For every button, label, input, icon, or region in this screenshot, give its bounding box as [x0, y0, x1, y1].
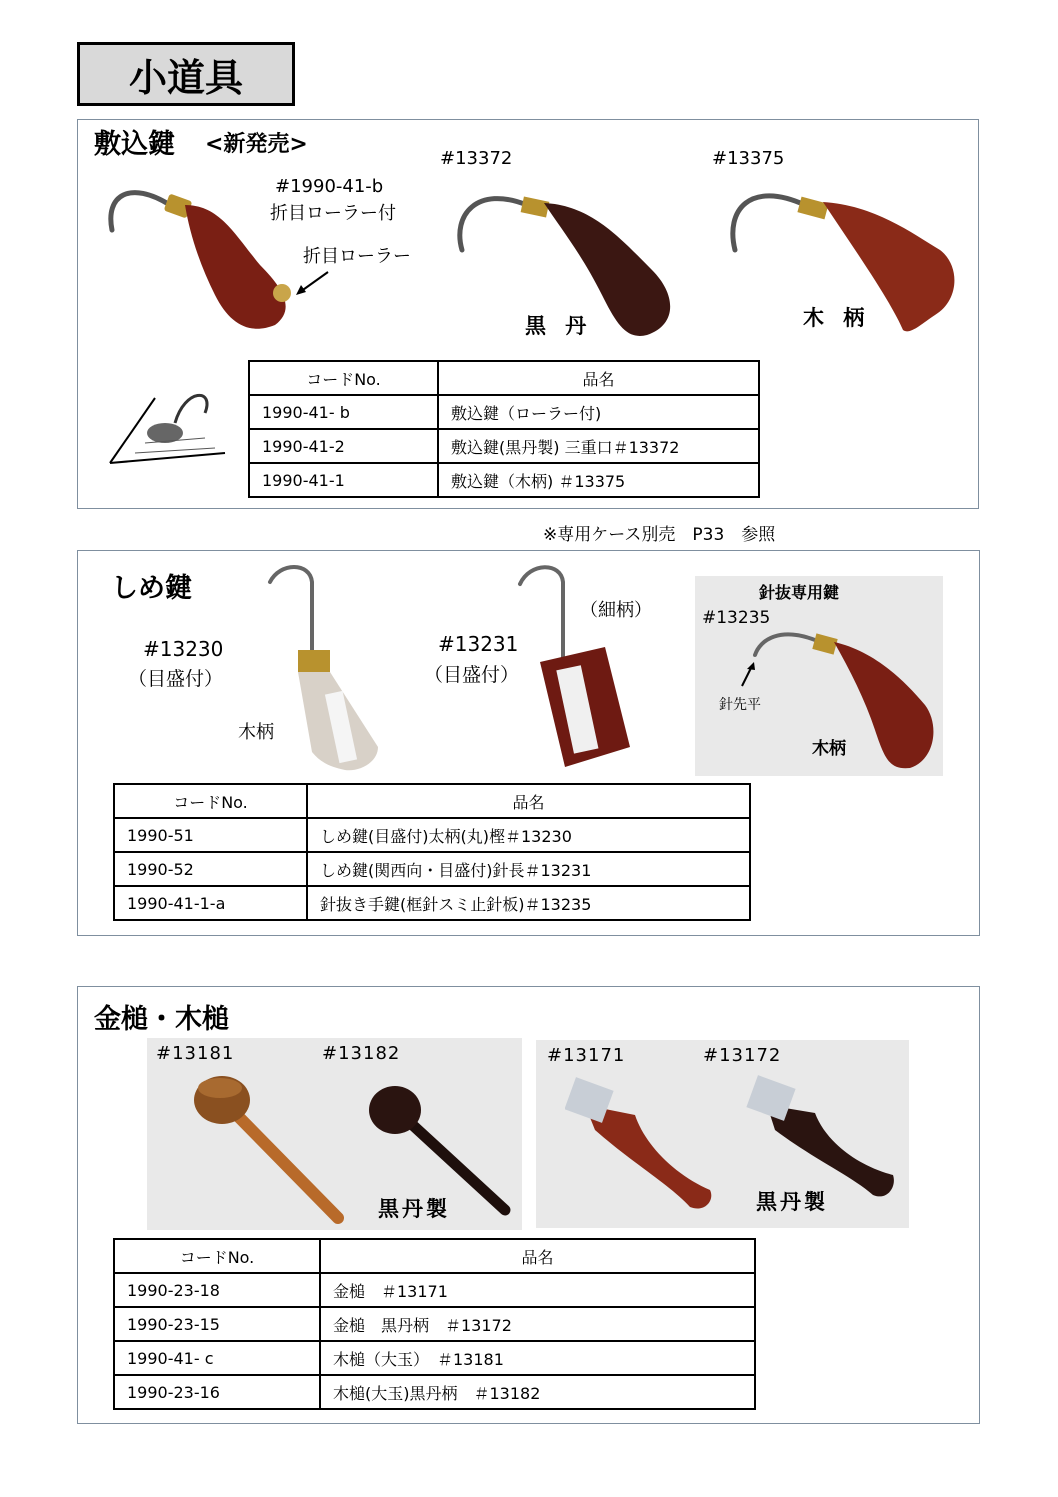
roller-description: 折目ローラー付 — [270, 203, 396, 224]
model-13372-label: 黒 丹 — [525, 314, 593, 338]
table-row — [114, 852, 750, 886]
section-heading-tag: <新発売> — [205, 132, 308, 157]
code-cell: 1990-23-15 — [114, 1307, 320, 1341]
name-cell: 金槌 黒丹柄 ＃13172 — [320, 1307, 755, 1341]
model-13172-label: 黒丹製 — [756, 1190, 828, 1214]
hammer-13171-image — [565, 1075, 720, 1215]
model-13375-label: 木 柄 — [803, 306, 871, 330]
special-hook-title: 針抜専用鍵 — [759, 583, 840, 602]
name-cell: しめ鍵(目盛付)太柄(丸)樫＃13230 — [307, 818, 750, 852]
code-cell: 1990-41- c — [114, 1341, 320, 1375]
table-row — [114, 1375, 755, 1409]
column-header-code: コードNo. — [249, 361, 438, 395]
table-header-row — [249, 361, 759, 395]
name-cell: 金槌 ＃13171 — [320, 1273, 755, 1307]
code-cell: 1990-41-1 — [249, 463, 438, 497]
model-13231-number: #13231 — [438, 632, 519, 656]
model-13182-label: 黒丹製 — [378, 1197, 450, 1221]
code-cell: 1990-52 — [114, 852, 307, 886]
table-header-row — [114, 784, 750, 818]
mallet-13181-image — [190, 1068, 350, 1228]
tip-arrow-icon — [738, 660, 758, 688]
code-cell: 1990-23-18 — [114, 1273, 320, 1307]
table-row — [249, 395, 759, 429]
hammer-table — [113, 1238, 756, 1410]
name-cell: 木槌(大玉)黒丹柄 ＃13182 — [320, 1375, 755, 1409]
table-row — [114, 1341, 755, 1375]
name-cell: 針抜き手鍵(框針スミ止針板)＃13235 — [307, 886, 750, 920]
model-13375-number: #13375 — [712, 148, 785, 169]
section-heading: 金槌・木槌 — [94, 1004, 229, 1035]
table-row — [114, 886, 750, 920]
special-hook-number: #13235 — [702, 608, 771, 628]
case-note: ※専用ケース別売 P33 参照 — [543, 525, 776, 545]
table-row — [114, 1307, 755, 1341]
column-header-name: 品名 — [307, 784, 750, 818]
model-13181-number: #13181 — [156, 1043, 235, 1064]
section-heading: 敷込鍵 — [94, 129, 175, 160]
model-13230-label: 木柄 — [238, 722, 274, 743]
code-cell: 1990-51 — [114, 818, 307, 852]
code-cell: 1990-23-16 — [114, 1375, 320, 1409]
model-13230-sub: （目盛付） — [128, 668, 224, 690]
name-cell: 敷込鍵（ローラー付) — [438, 395, 759, 429]
roller-model-number: #1990-41-b — [275, 176, 384, 197]
model-13172-number: #13172 — [703, 1045, 782, 1066]
table-row — [249, 463, 759, 497]
name-cell: しめ鍵(関西向・目盛付)針長＃13231 — [307, 852, 750, 886]
roller-callout: 折目ローラー — [303, 246, 411, 267]
code-cell: 1990-41- b — [249, 395, 438, 429]
special-hook-label: 木柄 — [812, 739, 846, 759]
column-header-code: コードNo. — [114, 784, 307, 818]
shime-table — [113, 783, 751, 921]
table-row — [249, 429, 759, 463]
column-header-name: 品名 — [438, 361, 759, 395]
model-13171-number: #13171 — [547, 1045, 626, 1066]
section-heading: しめ鍵 — [111, 573, 192, 604]
table-row — [114, 1273, 755, 1307]
name-cell: 敷込鍵(黒丹製) 三重口＃13372 — [438, 429, 759, 463]
code-cell: 1990-41-2 — [249, 429, 438, 463]
usage-sketch-image — [105, 383, 230, 468]
table-header-row — [114, 1239, 755, 1273]
special-hook-callout: 針先平 — [719, 697, 761, 713]
code-cell: 1990-41-1-a — [114, 886, 307, 920]
model-13231-sub: （目盛付） — [424, 664, 520, 686]
shime-hook-13231-image — [505, 562, 640, 777]
table-row — [114, 818, 750, 852]
shime-hook-13230-image — [250, 562, 390, 777]
model-13230-number: #13230 — [143, 637, 224, 661]
model-13231-label: （細柄） — [580, 600, 652, 621]
model-13372-number: #13372 — [440, 148, 513, 169]
column-header-code: コードNo. — [114, 1239, 320, 1273]
model-13182-number: #13182 — [322, 1043, 401, 1064]
name-cell: 木槌（大玉） ＃13181 — [320, 1341, 755, 1375]
name-cell: 敷込鍵（木柄) ＃13375 — [438, 463, 759, 497]
callout-arrow-icon — [294, 268, 334, 298]
column-header-name: 品名 — [320, 1239, 755, 1273]
shikikomi-table — [248, 360, 760, 498]
page-title: 小道具 — [77, 42, 295, 106]
